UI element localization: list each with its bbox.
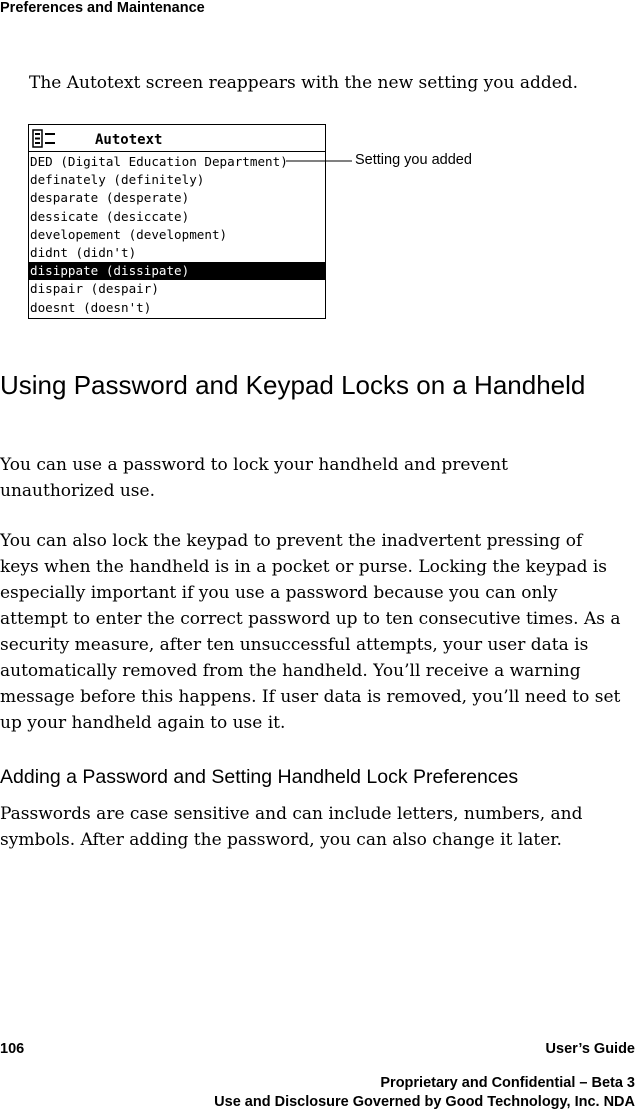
confidential-notice: Proprietary and Confidential – Beta 3 xyxy=(380,1075,635,1091)
disclosure-notice: Use and Disclosure Governed by Good Technology, Inc. NDA xyxy=(214,1094,635,1110)
autotext-entry[interactable]: desparate (desperate) xyxy=(30,190,190,206)
paragraph-keypad-lock: You can also lock the keypad to prevent the inadvertent pressing of keys when the handheld is in a pocket or purse. Locking the keypad is especially important if you use a password because you can only attempt to enter the correct password up to ten consecutive times. As a security measure, after ten unsuccessful attempts, your user data is automatically removed from the handheld. You’ll receive a warning message before this happens. If user data is removed, you’ll need to set up your handheld again to use it. xyxy=(0,531,621,733)
subsection-heading: Adding a Password and Setting Handheld Lock Preferences xyxy=(0,766,519,788)
section-heading-text: Using Password and Keypad Locks on a Handheld xyxy=(0,370,586,400)
callout-line xyxy=(286,158,354,164)
page-number: 106 xyxy=(0,1041,25,1057)
screen-titlebar xyxy=(29,125,325,152)
autotext-entry[interactable]: definately (definitely) xyxy=(30,172,205,188)
screen-title: Autotext xyxy=(95,132,163,148)
guide-title: User’s Guide xyxy=(545,1041,635,1057)
menu-list-icon xyxy=(32,129,56,148)
autotext-list[interactable] xyxy=(29,153,325,317)
autotext-entry[interactable]: dessicate (desiccate) xyxy=(30,208,190,224)
section-heading xyxy=(0,369,600,401)
autotext-entry[interactable]: doesnt (doesn't) xyxy=(30,299,152,315)
autotext-entry[interactable]: DED (Digital Education Department) xyxy=(30,154,288,169)
paragraph-password-intro: You can use a password to lock your handheld and prevent unauthorized use. xyxy=(0,455,508,501)
autotext-entry[interactable]: developement (development) xyxy=(30,226,228,242)
autotext-entry[interactable]: didnt (didn't) xyxy=(30,244,137,260)
title-divider xyxy=(29,151,325,152)
autotext-entry[interactable]: disippate (dissipate) xyxy=(29,262,325,280)
handheld-screenshot xyxy=(28,124,326,319)
paragraph-passwords: Passwords are case sensitive and can include letters, numbers, and symbols. After adding the password, you can also change it later. xyxy=(0,804,583,850)
autotext-entry[interactable]: dispair (despair) xyxy=(30,281,159,297)
running-header: Preferences and Maintenance xyxy=(0,0,205,16)
intro-paragraph: The Autotext screen reappears with the new setting you added. xyxy=(29,73,579,93)
callout-label: Setting you added xyxy=(355,152,472,168)
